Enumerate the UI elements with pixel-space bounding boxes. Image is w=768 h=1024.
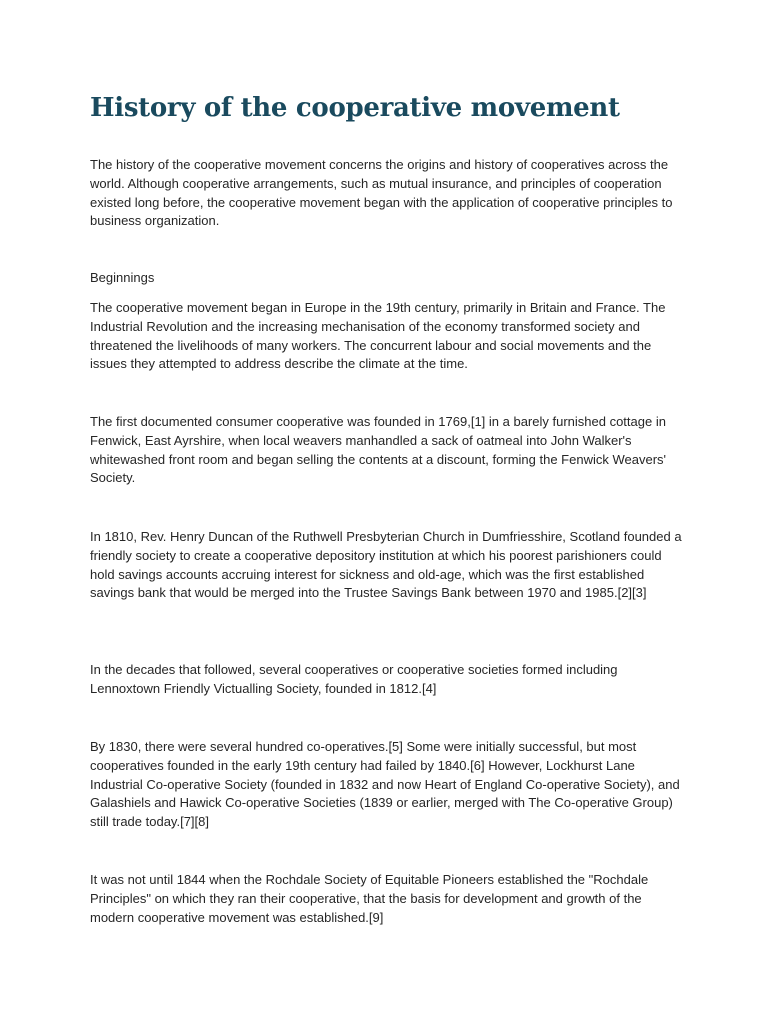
section-heading: Beginnings	[90, 270, 155, 285]
body-paragraph: In 1810, Rev. Henry Duncan of the Ruthwell Presbyterian Church in Dumfriesshire, Scotland founded a friendly society to create a cooperative depository institution at which his poorest parishioners could hold savings accounts accruing interest for sickness and old-age, which was the first established savings bank that would be merged into the Trustee Savings Bank between 1970 and 1985.[2][3]	[90, 529, 682, 601]
body-paragraph: By 1830, there were several hundred co-operatives.[5] Some were initially successful, but most cooperatives founded in the early 19th century had failed by 1840.[6] However, Lockhurst Lane Industrial Co-operative Society (founded in 1832 and now Heart of England Co-operative Society), and Galashiels and Hawick Co-operative Societies (1839 or earlier, merged with The Co-operative Group) still trade today.[7][8]	[90, 739, 680, 830]
body-paragraph: The cooperative movement began in Europe in the 19th century, primarily in Britain and France. The Industrial Revolution and the increasing mechanisation of the economy transformed society and threatened the livelihoods of many workers. The concurrent labour and social movements and the issues they attempted to address describe the climate at the time.	[90, 300, 666, 372]
page-title: History of the cooperative movement	[90, 93, 620, 123]
intro-paragraph: The history of the cooperative movement concerns the origins and history of cooperatives across the world. Although cooperative arrangements, such as mutual insurance, and principles of cooperation existed long before, the cooperative movement began with the application of cooperative principles to business organization.	[90, 157, 673, 229]
body-paragraph: In the decades that followed, several cooperatives or cooperative societies formed including Lennoxtown Friendly Victualling Society, founded in 1812.[4]	[90, 662, 618, 696]
body-paragraph: The first documented consumer cooperative was founded in 1769,[1] in a barely furnished cottage in Fenwick, East Ayrshire, when local weavers manhandled a sack of oatmeal into John Walker's whitewashed front room and began selling the contents at a discount, forming the Fenwick Weavers' Society.	[90, 414, 666, 486]
body-paragraph: It was not until 1844 when the Rochdale Society of Equitable Pioneers established the "Rochdale Principles" on which they ran their cooperative, that the basis for development and growth of the modern cooperative movement was established.[9]	[90, 872, 649, 925]
